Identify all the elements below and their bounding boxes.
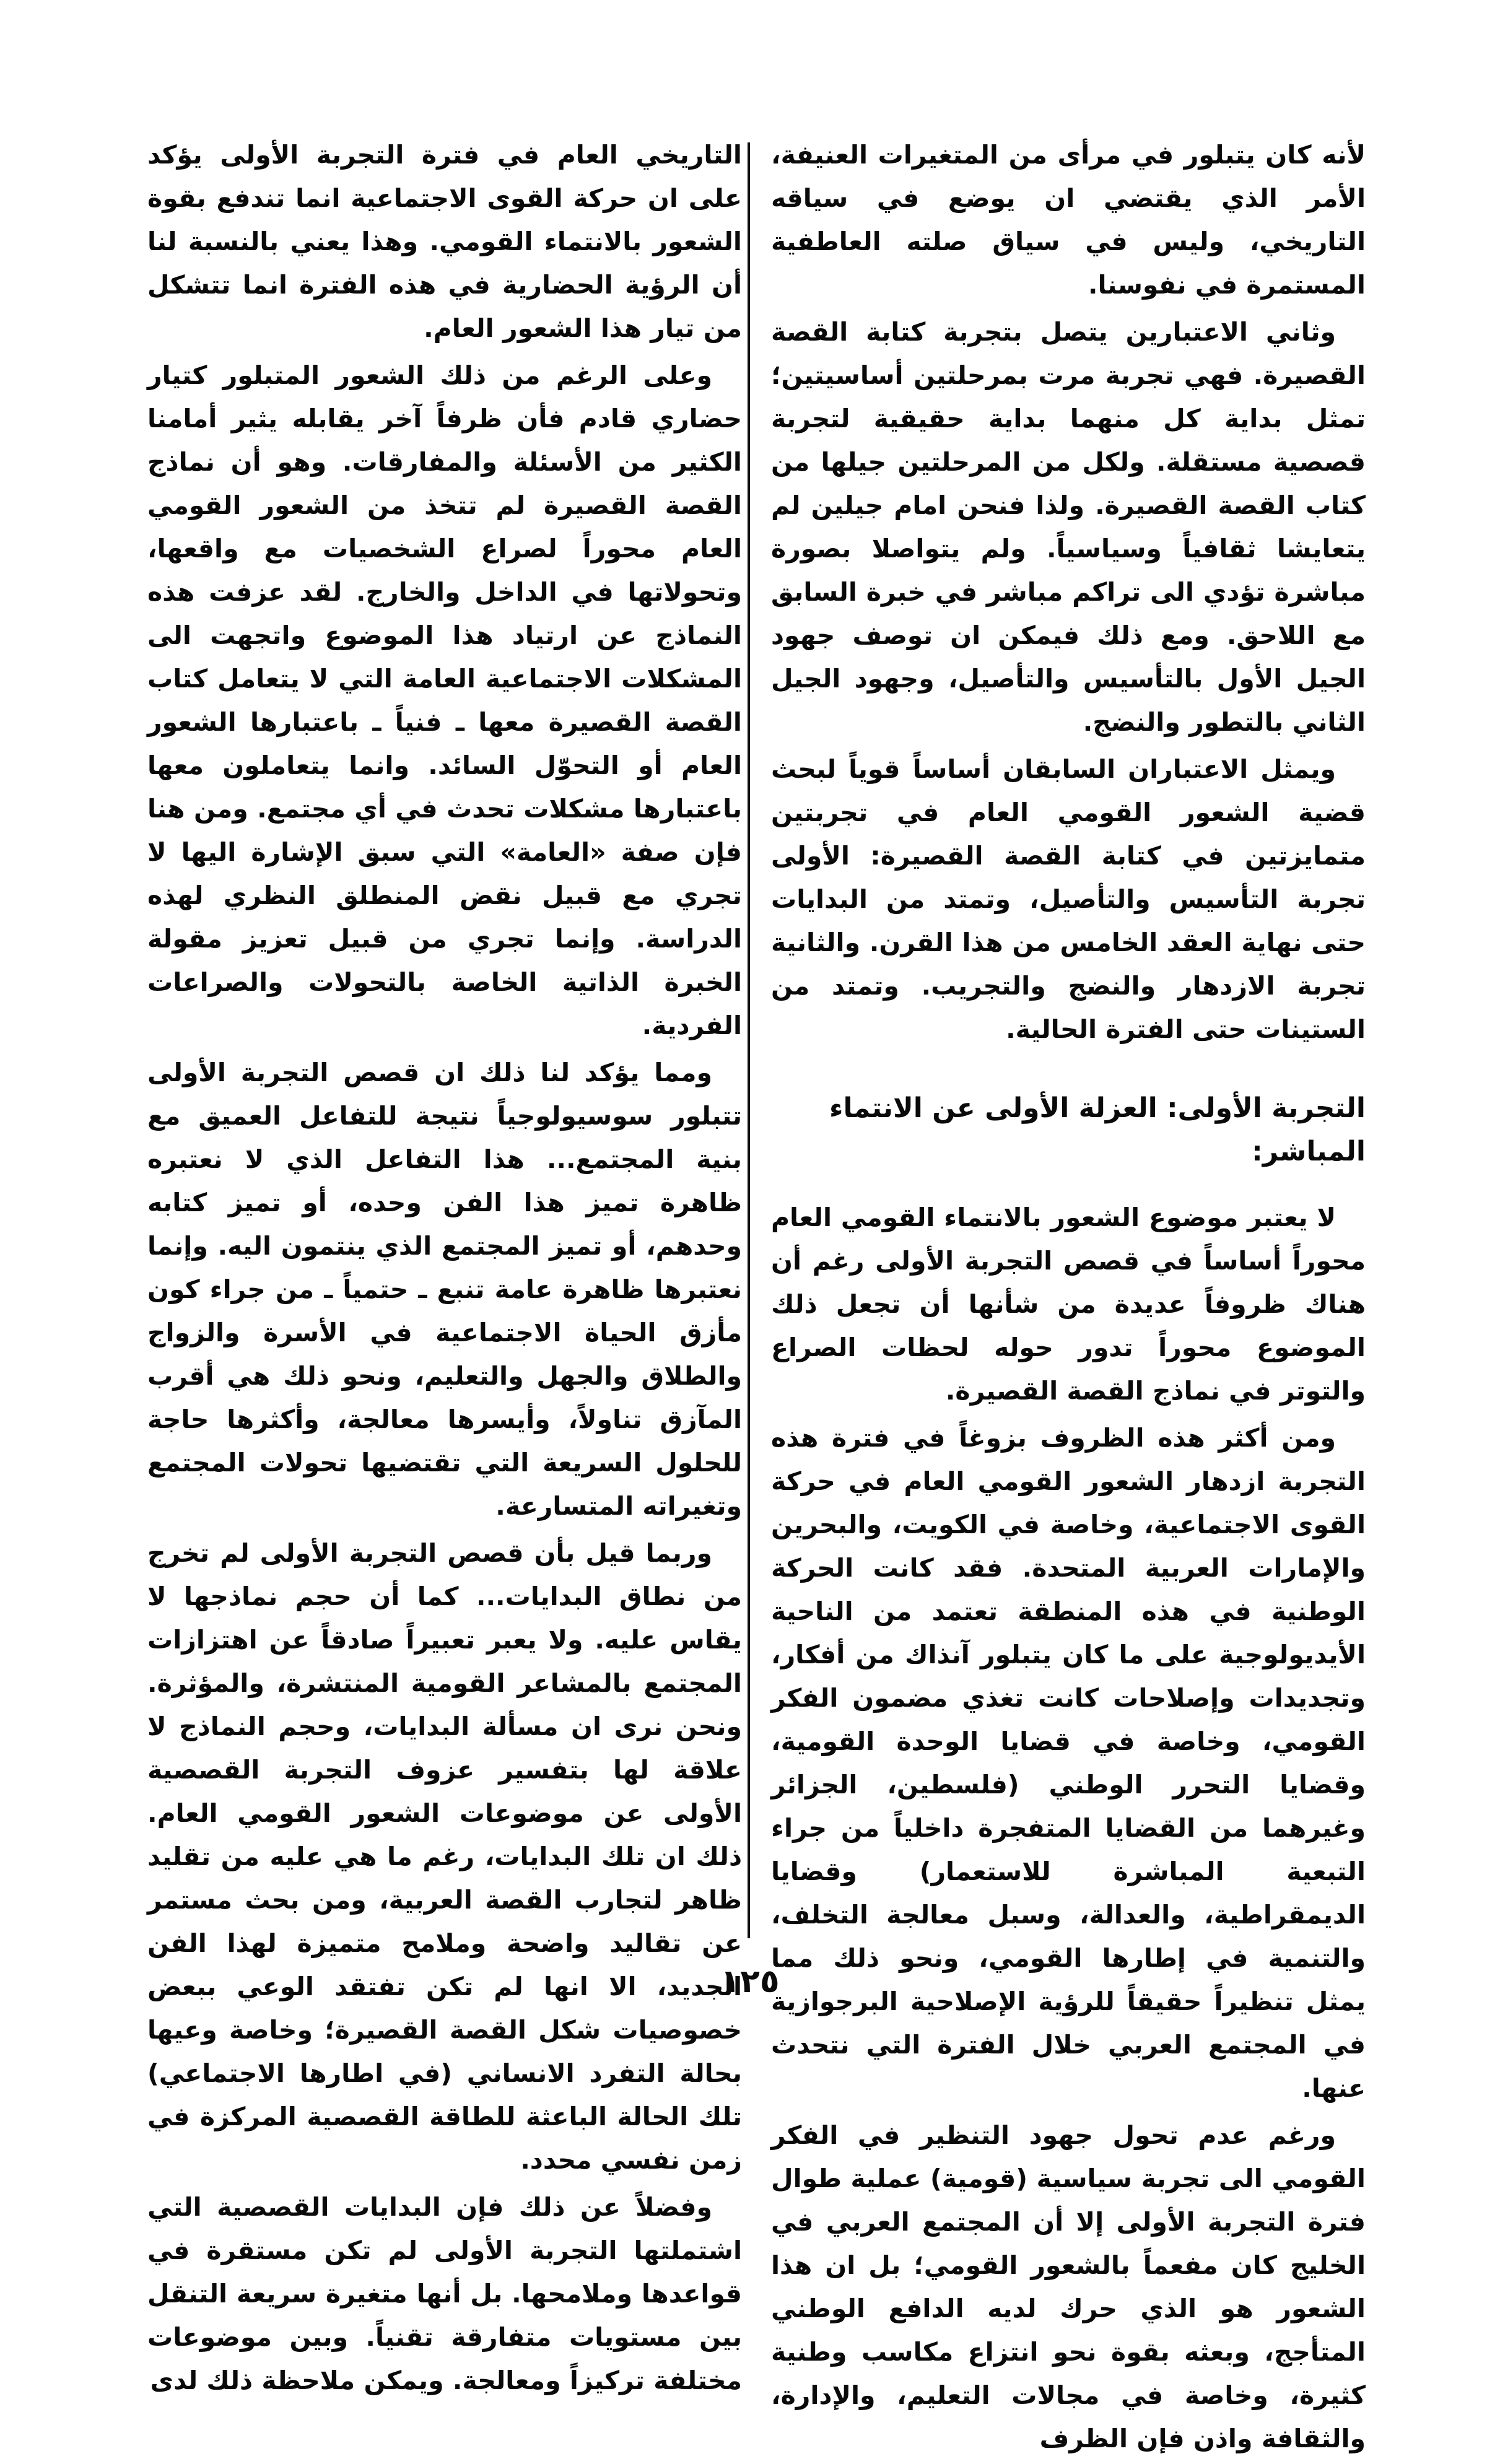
- text-column-right: [771, 133, 1366, 2464]
- paragraph: ومما يؤكد لنا ذلك ان قصص التجربة الأولى تتبلور سوسيولوجياً نتيجة للتفاعل العميق مع بنية المجتمع... هذا التفاعل الذي لا نعتبره ظاهرة تميز هذا الفن وحده، أو تميز كتابه وحدهم، أو تميز المجتمع الذي ينتمون اليه. وإنما نعتبرها ظاهرة عامة تنبع ـ حتمياً ـ من جراء كون مأزق الحياة الاجتماعية في الأسرة والزواج والطلاق والجهل والتعليم، ونحو ذلك هي أقرب المآزق تناولاً، وأيسرها معالجة، وأكثرها حاجة للحلول السريعة التي تقتضيها تحولات المجتمع وتغيراته المتسارعة.: [147, 1058, 742, 1521]
- paragraph: ورغم عدم تحول جهود التنظير في الفكر القومي الى تجربة سياسية (قومية) عملية طوال فترة التجربة الأولى إلا أن المجتمع العربي في الخليج كان مفعماً بالشعور القومي؛ بل ان هذا الشعور هو الذي حرك لديه الدافع الوطني المتأجج، وبعثه بقوة نحو انتزاع مكاسب وطنية كثيرة، وخاصة في مجالات التعليم، والإدارة، والثقافة واذن فإن الظرف: [771, 2120, 1366, 2453]
- column-divider: [748, 142, 750, 1938]
- paragraph: التاريخي العام في فترة التجربة الأولى يؤكد على ان حركة القوى الاجتماعية انما تندفع بقوة الشعور بالانتماء القومي. وهذا يعني بالنسبة لنا أن الرؤية الحضارية في هذه الفترة انما تتشكل من تيار هذا الشعور العام.: [147, 140, 742, 343]
- paragraph: وفضلاً عن ذلك فإن البدايات القصصية التي اشتملتها التجربة الأولى لم تكن مستقرة في قواعدها وملامحها. بل أنها متغيرة سريعة التنقل بين مستويات متفارقة تقنياً. وبين موضوعات مختلفة تركيزاً ومعالجة. ويمكن ملاحظة ذلك لدى: [147, 2192, 742, 2395]
- paragraph: وعلى الرغم من ذلك الشعور المتبلور كتيار حضاري قادم فأن ظرفاً آخر يقابله يثير أمامنا الكثير من الأسئلة والمفارقات. وهو أن نماذج القصة القصيرة لم تتخذ من الشعور القومي العام محوراً لصراع الشخصيات مع واقعها، وتحولاتها في الداخل والخارج. لقد عزفت هذه النماذج عن ارتياد هذا الموضوع واتجهت الى المشكلات الاجتماعية العامة التي لا يتعامل كتاب القصة القصيرة معها ـ فنياً ـ باعتبارها الشعور العام أو التحوّل السائد. وانما يتعاملون معها باعتبارها مشكلات تحدث في أي مجتمع. ومن هنا فإن صفة «العامة» التي سبق الإشارة اليها لا تجري مع قبيل نقض المنطلق النظري لهذه الدراسة. وإنما تجري من قبيل تعزيز مقولة الخبرة الذاتية الخاصة بالتحولات والصراعات الفردية.: [147, 360, 742, 1040]
- section-heading: التجربة الأولى: العزلة الأولى عن الانتماء المباشر:: [829, 1092, 1366, 1167]
- page-number: ١٢٥: [720, 1963, 780, 2000]
- paragraph: لأنه كان يتبلور في مرأى من المتغيرات العنيفة، الأمر الذي يقتضي ان يوضع في سياقه التاريخي، وليس في سياق صلته العاطفية المستمرة في نفوسنا.: [771, 140, 1366, 300]
- paragraph: وثاني الاعتبارين يتصل بتجربة كتابة القصة القصيرة. فهي تجربة مرت بمرحلتين أساسيتين؛ تمثل بداية كل منهما بداية حقيقية لتجربة قصصية مستقلة. ولكل من المرحلتين جيلها من كتاب القصة القصيرة. ولذا فنحن امام جيلين لم يتعايشا ثقافياً وسياسياً. ولم يتواصلا بصورة مباشرة تؤدي الى تراكم مباشر في خبرة السابق مع اللاحق. ومع ذلك فيمكن ان توصف جهود الجيل الأول بالتأسيس والتأصيل، وجهود الجيل الثاني بالتطور والنضج.: [771, 317, 1366, 737]
- paragraph: ومن أكثر هذه الظروف بزوغاً في فترة هذه التجربة ازدهار الشعور القومي العام في حركة القوى الاجتماعية، وخاصة في الكويت، والبحرين والإمارات العربية المتحدة. فقد كانت الحركة الوطنية في هذه المنطقة تعتمد من الناحية الأيديولوجية على ما كان يتبلور آنذاك من أفكار، وتجديدات وإصلاحات كانت تغذي مضمون الفكر القومي، وخاصة في قضايا الوحدة القومية، وقضايا التحرر الوطني (فلسطين، الجزائر وغيرهما من القضايا المتفجرة داخلياً من جراء التبعية المباشرة للاستعمار) وقضايا الديمقراطية، والعدالة، وسبل معالجة التخلف، والتنمية في إطارها القومي، ونحو ذلك مما يمثل تنظيراً حقيقاً للرؤية الإصلاحية البرجوازية في المجتمع العربي خلال الفترة التي نتحدث عنها.: [771, 1423, 1366, 2103]
- paragraph: لا يعتبر موضوع الشعور بالانتماء القومي العام محوراً أساساً في قصص التجربة الأولى رغم أن هناك ظروفاً عديدة من شأنها أن تجعل ذلك الموضوع محوراً تدور حوله لحظات الصراع والتوتر في نماذج القصة القصيرة.: [771, 1203, 1366, 1406]
- text-column-left: [147, 133, 742, 2406]
- paragraph: ويمثل الاعتباران السابقان أساساً قوياً لبحث قضية الشعور القومي العام في تجربتين متمايزتين في كتابة القصة القصيرة: الأولى تجربة التأسيس والتأصيل، وتمتد من البدايات حتى نهاية العقد الخامس من هذا القرن. والثانية تجربة الازدهار والنضج والتجريب. وتمتد من الستينات حتى الفترة الحالية.: [771, 754, 1366, 1044]
- paragraph: وربما قيل بأن قصص التجربة الأولى لم تخرج من نطاق البدايات... كما أن حجم نماذجها لا يقاس عليه. ولا يعبر تعبيراً صادقاً عن اهتزازات المجتمع بالمشاعر القومية المنتشرة، والمؤثرة. ونحن نرى ان مسألة البدايات، وحجم النماذج لا علاقة لها بتفسير عزوف التجربة القصصية الأولى عن موضوعات الشعور القومي العام. ذلك ان تلك البدايات، رغم ما هي عليه من تقليد ظاهر لتجارب القصة العربية، ومن بحث مستمر عن تقاليد واضحة وملامح متميزة لهذا الفن الجديد، الا انها لم تكن تفتقد الوعي ببعض خصوصيات شكل القصة القصيرة؛ وخاصة وعيها بحالة التفرد الانساني (في اطارها الاجتماعي) تلك الحالة الباعثة للطاقة القصصية المركزة في زمن نفسي محدد.: [147, 1538, 742, 2175]
